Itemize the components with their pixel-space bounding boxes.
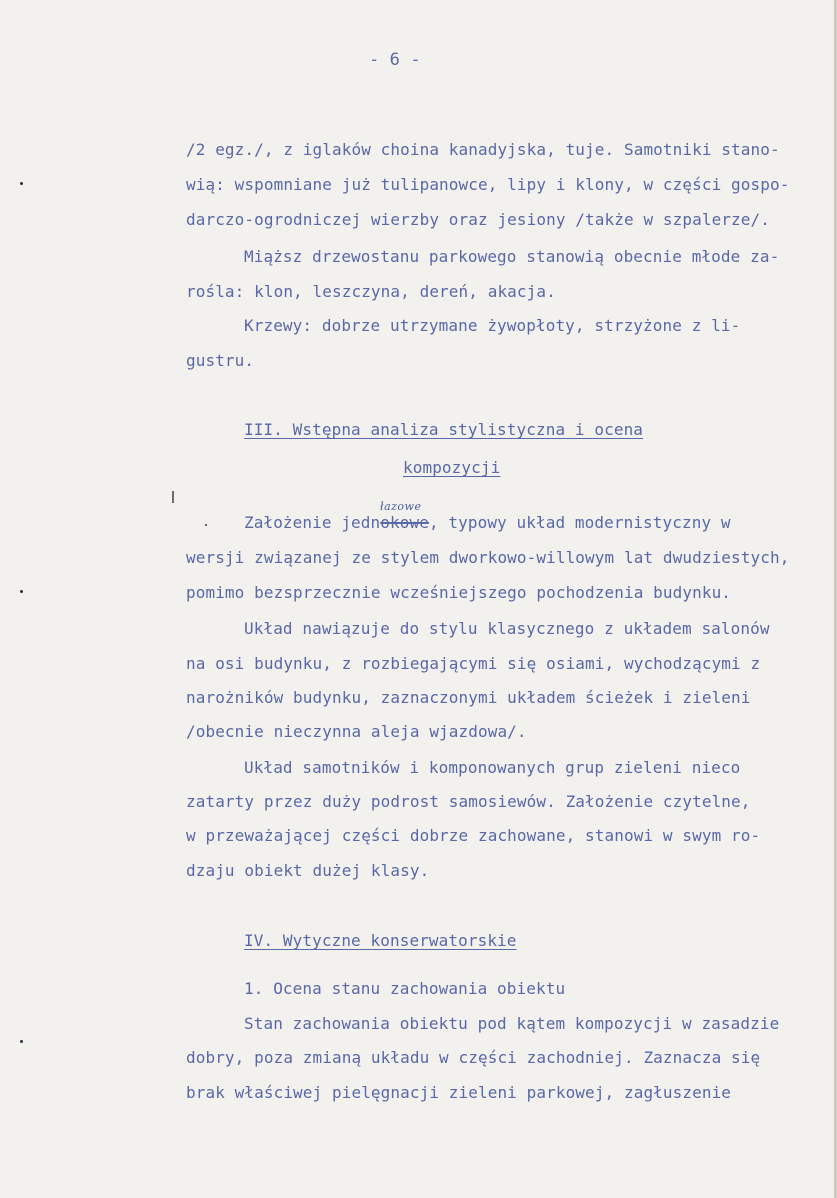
text-line: wersji związanej ze stylem dworkowo-willowym lat dwudziestych, (186, 548, 790, 567)
text-line: wią: wspomniane już tulipanowce, lipy i klony, w części gospo- (186, 175, 790, 194)
text-line: zatarty przez duży podrost samosiewów. Założenie czytelne, (186, 792, 751, 811)
section-heading: kompozycji (403, 458, 501, 477)
text-line: /2 egz./, z iglaków choina kanadyjska, tuje. Samotniki stano- (186, 140, 780, 159)
text-line: pomimo bezsprzecznie wcześniejszego pochodzenia budynku. (186, 583, 732, 602)
text-line: Układ nawiązuje do stylu klasycznego z układem salonów (244, 619, 770, 638)
text-segment: Założenie jedn (244, 513, 381, 532)
text-line: Układ samotników i komponowanych grup zieleni nieco (244, 758, 741, 777)
text-line: rośla: klon, leszczyna, dereń, akacja. (186, 282, 556, 301)
text-line: na osi budynku, z rozbiegającymi się osiami, wychodzącymi z (186, 654, 761, 673)
text-segment: , typowy układ modernistyczny w (428, 513, 731, 532)
struck-text: okowe (380, 513, 429, 532)
text-line: gustru. (186, 351, 255, 370)
margin-dot (20, 590, 23, 593)
margin-dot (205, 524, 207, 526)
text-line: dzaju obiekt dużej klasy. (186, 861, 430, 880)
text-line: Miąższ drzewostanu parkowego stanowią obecnie młode za- (244, 247, 780, 266)
text-line: w przeważającej części dobrze zachowane, stanowi w swym ro- (186, 826, 761, 845)
text-line (244, 513, 731, 533)
margin-tick-mark (172, 491, 174, 503)
section-heading: III. Wstępna analiza stylistyczna i ocena (244, 420, 644, 439)
margin-dot (20, 182, 23, 185)
margin-dot (20, 1040, 23, 1043)
text-line: Stan zachowania obiektu pod kątem kompozycji w zasadzie (244, 1014, 780, 1033)
subsection-heading: 1. Ocena stanu zachowania obiektu (244, 979, 566, 998)
text-line: Krzewy: dobrze utrzymane żywopłoty, strzyżone z li- (244, 316, 741, 335)
text-line: narożników budynku, zaznaczonymi układem ścieżek i zieleni (186, 688, 751, 707)
handwritten-correction: łazowe (380, 500, 422, 513)
text-line: brak właściwej pielęgnacji zieleni parkowej, zagłuszenie (186, 1083, 732, 1102)
section-heading: IV. Wytyczne konserwatorskie (244, 931, 517, 950)
text-line: dobry, poza zmianą układu w części zachodniej. Zaznacza się (186, 1048, 761, 1067)
text-line: darczo-ogrodniczej wierzby oraz jesiony /także w szpalerze/. (186, 210, 770, 229)
page-number: - 6 - (369, 50, 421, 70)
text-line: /obecnie nieczynna aleja wjazdowa/. (186, 722, 527, 741)
